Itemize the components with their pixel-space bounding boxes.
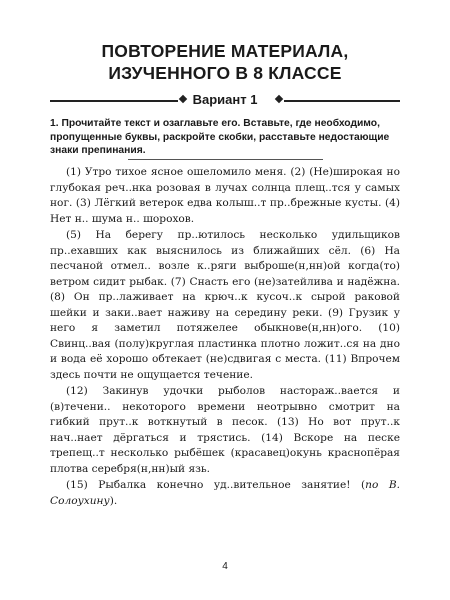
source-attribution: по В. Солоухину — [50, 479, 400, 507]
variant-rule-right — [284, 100, 400, 102]
divider — [128, 159, 323, 160]
task-number: 1. — [50, 118, 59, 129]
title-line-1: ПОВТОРЕНИЕ МАТЕРИАЛА, — [101, 41, 349, 61]
title-line-2: ИЗУЧЕННОГО В 8 КЛАССЕ — [108, 63, 342, 83]
text-paragraph-last — [50, 478, 400, 509]
page-title — [0, 40, 450, 84]
task-text: Прочитайте текст и озаглавьте его. Вставьте, где необходимо, пропущенные буквы, раскройте скобки, расставьте недостающие знаки препинания. — [50, 118, 390, 156]
text-paragraph: (1) Утро тихое ясное ошеломило меня. (2) (Не)широкая но глубокая реч..нка розовая в лучах солнца плещ..тся у самых ног. (3) Лёгкий ветерок едва колыш..т пр..брежные кусты. (4) Нет н.. шума н.. шорохов. — [50, 166, 400, 225]
text-paragraph: (5) На берегу пр..ютилось несколько удильщиков пр..ехавших как выяснилось из ближайших сёл. (6) На песчаной отмел.. возле к..ряги выброше(н,нн)ой когда(то) ветром сидит рыбак. (7) Снасть его (не)затейлива и надёжна. (8) Он пр..лаживает на крюч..к кусоч..к сырой раковой шейки и заки..вает наживу на середину реки. (9) Грузик у него я заметил потяжелее обыкнове(н,нн)ого. (10) Свинц..вая (полу)круглая пластинка плотно ложит..ся на дно и вода её хорошо обтекает (не)сдвигая с места. (11) Впрочем здесь почти не ощущается течение. — [50, 229, 400, 381]
page-number: 4 — [222, 561, 228, 572]
variant-header — [50, 92, 400, 108]
text-paragraph: (12) Закинув удочки рыболов настораж..вается и (в)течени.. некоторого времени неотрывно смотрит на гибкий прут..к воткнутый в песок. (13) Но вот прут..к нач..нает дёргаться и трястись. (14) Вскоре на песке трепещ..т несколько рыбёшек (красавец)окунь краснопёрая плотва серебря(н,нн)ый язь. — [50, 385, 400, 475]
variant-label: Вариант 1 — [192, 92, 258, 107]
last-paragraph-end: ). — [109, 494, 118, 507]
exercise-text — [50, 165, 400, 509]
last-paragraph-text: (15) Рыбалка конечно уд..вительное занятие! ( — [66, 479, 366, 491]
task-instruction — [50, 117, 400, 158]
